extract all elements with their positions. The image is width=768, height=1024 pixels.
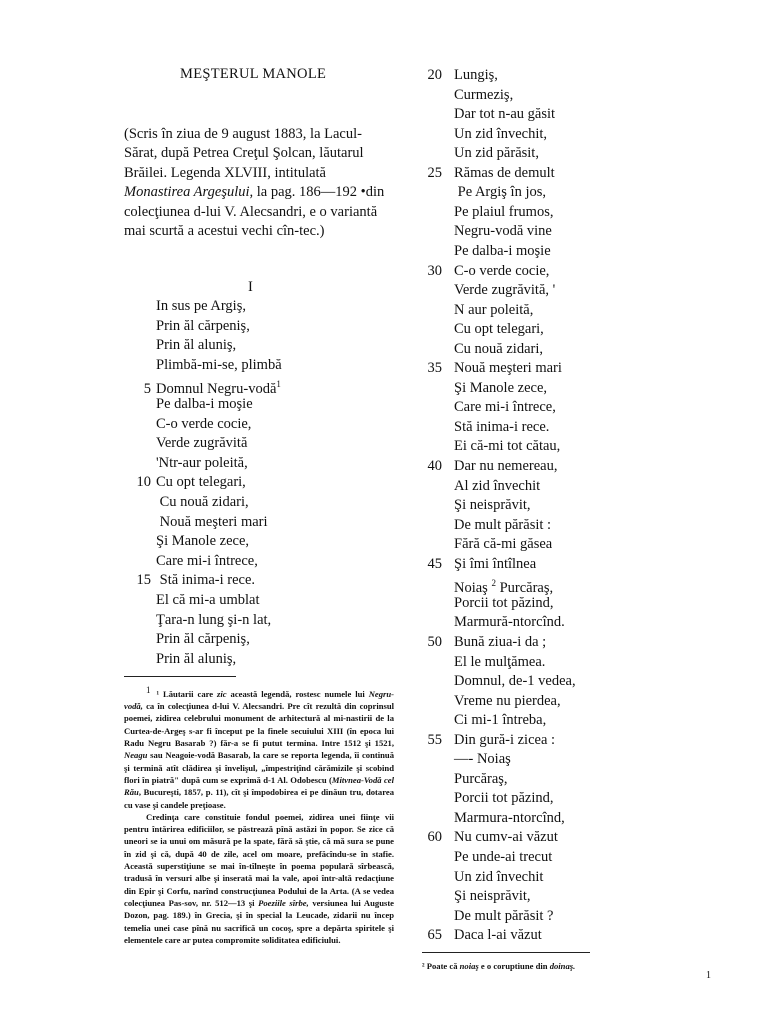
line-number: 15 xyxy=(136,572,151,589)
line-text: Un zid învechit xyxy=(454,868,544,885)
line-text: Un zid părăsit, xyxy=(454,145,539,162)
line-number: 40 xyxy=(427,458,442,474)
line-text: Şi Manole zece, xyxy=(454,379,548,396)
poem-line xyxy=(424,692,561,711)
line-text: De mult părăsit ? xyxy=(454,907,554,924)
line-text: El le mulţămea. xyxy=(454,653,546,670)
poem-line xyxy=(424,144,539,163)
footnote-text: ² Poate că xyxy=(422,961,460,971)
line-text: Ci mi-1 întreba, xyxy=(454,712,547,729)
poem-line xyxy=(424,828,558,847)
poem-line xyxy=(424,868,543,887)
line-text: Marmură-ntorcînd. xyxy=(454,614,565,631)
line-text: In sus pe Argiş, xyxy=(156,298,246,314)
line-text: Pe unde-ai trecut xyxy=(454,849,553,865)
footnote-text: sau Neagoie-vodă Basarab, la care se reporta legenda, îi continuă şi termină atît clădirea şi învelişul, „împestriţînd cărămizile şi scobind flori în piatră" după cum se exprimă d-1 Al. Odobescu ( xyxy=(124,750,394,785)
line-text: Marmura-ntorcînd, xyxy=(454,809,565,826)
line-text: Nu cumv-ai văzut xyxy=(454,829,558,846)
footnote-2 xyxy=(422,961,575,971)
footnote-1-mark: 1 xyxy=(146,685,151,695)
line-text: Vreme nu pierdea, xyxy=(454,692,561,709)
poem-line xyxy=(424,731,555,750)
poem-line xyxy=(424,926,542,945)
line-number: 35 xyxy=(427,360,442,377)
footnote-text: ca în colecţiunea d-lui V. Alecsandri. Pre cît rezultă din coprinsul poemei, zidirea celebrului monument de arhitectură al mi-nastirii de la Curtea-de-Argeş s-ar fi început pe la finele secuiului XIII (în epoca lui Radu Negru Basarab ?) făr-a se fi putut termina. Intre 1512 şi 1521, xyxy=(124,701,394,749)
line-text: De mult părăsit : xyxy=(454,516,552,533)
line-text: Daca l-ai văzut xyxy=(454,927,542,944)
line-text: Şi neisprăvit, xyxy=(454,497,531,514)
line-text: Al zid învechit xyxy=(454,477,541,494)
line-text: Cu nouă zidari, xyxy=(454,340,543,357)
poem-line xyxy=(424,164,555,183)
footnote-text: versiunea lui Auguste Dozon, pag. 189.) în Grecia, şi în special la Leucade, zidarii nu încep temelia unei case pînă nu sacrifică un cocoş, spre a depărta spiritele şi elementele care ar putea compromite soliditatea edificiului. xyxy=(124,897,394,945)
footnote-1 xyxy=(124,684,394,946)
footnote-text: Poeziile sîrbe, xyxy=(258,897,309,908)
poem-line xyxy=(126,513,268,532)
line-text: Pe dalba-i moşie xyxy=(156,396,253,412)
poem-line xyxy=(424,535,552,554)
poem-line xyxy=(424,594,553,613)
line-text: Purcăraş, xyxy=(495,580,554,597)
footnote-text: Negru-vodă, xyxy=(124,688,395,712)
line-text: Cu opt telegari, xyxy=(454,321,544,338)
intro-italic-title: Monastirea Argeşului, xyxy=(124,184,254,201)
poem-line xyxy=(126,317,250,336)
poem-line xyxy=(424,281,555,300)
intro-paragraph xyxy=(124,125,394,241)
footnote-text: e o coruptiune din xyxy=(478,961,550,971)
poem-line xyxy=(126,454,248,473)
footnote-1-paragraph-1 xyxy=(124,684,394,811)
footnote-text: această legendă, rostesc numele lui xyxy=(226,688,369,699)
line-text: Lungiş, xyxy=(454,67,498,83)
line-text: Noiaş xyxy=(454,580,492,597)
line-text: Nouă meşteri mari xyxy=(454,360,562,377)
poem-line xyxy=(126,532,249,551)
poem-line xyxy=(424,770,508,789)
footnote-text: noiaş xyxy=(459,961,479,971)
footnote-rule-left xyxy=(124,676,236,677)
poem-line xyxy=(126,395,253,414)
footnote-text: Mitvnea-Vodă cel Rău xyxy=(124,774,394,798)
poem-line xyxy=(424,848,552,867)
footnote-rule-right xyxy=(422,952,590,953)
poem-line xyxy=(424,418,549,437)
poem-line xyxy=(424,398,556,417)
poem-line xyxy=(126,493,249,512)
poem-line xyxy=(424,457,557,476)
poem-line xyxy=(424,750,511,769)
poem-line xyxy=(126,650,236,669)
line-text: N aur poleită, xyxy=(454,301,534,318)
line-text: Stă inima-i rece. xyxy=(454,418,550,435)
poem-line xyxy=(424,66,498,85)
line-number: 30 xyxy=(427,262,442,279)
line-number: 20 xyxy=(427,67,442,83)
poem-line xyxy=(126,375,281,398)
intro-text-1: (Scris în ziua de 9 august 1883, la Lacul-Sărat, după Petrea Creţul Şolcan, lăutarul Brăilei. Legenda XLVIII, intitulată xyxy=(124,126,364,181)
line-text: Cu opt telegari, xyxy=(156,474,246,491)
line-text: —- Noiaş xyxy=(454,751,511,768)
line-text: Ei că-mi tot cătau, xyxy=(454,438,561,455)
line-number: 10 xyxy=(136,474,151,491)
poem-line xyxy=(424,672,576,691)
poem-line xyxy=(424,789,553,808)
poem-line xyxy=(424,340,543,359)
line-number: 25 xyxy=(427,164,442,181)
line-number: 45 xyxy=(427,555,442,572)
line-text: El că mi-a umblat xyxy=(156,592,260,608)
line-text: Un zid învechit, xyxy=(454,125,548,142)
line-text: C-o verde cocie, xyxy=(156,415,252,432)
line-text: Pe dalba-i moşie xyxy=(454,242,551,259)
poem-line xyxy=(424,183,546,202)
poem-line xyxy=(126,297,246,316)
poem-line xyxy=(424,477,540,496)
poem-line xyxy=(424,301,533,320)
footnote-text: zic xyxy=(217,688,227,699)
line-text: Prin ăl aluniş, xyxy=(156,337,237,354)
line-text: Stă inima-i rece. xyxy=(156,572,256,589)
line-text: Verde zugrăvită xyxy=(156,435,248,452)
footnote-text: ¹ Lăutarii care xyxy=(156,688,218,699)
poem-line xyxy=(424,105,555,124)
line-text: Nouă meşteri mari xyxy=(156,513,268,530)
line-text: Domnul Negru-vodă xyxy=(156,381,277,398)
line-text: C-o verde cocie, xyxy=(454,262,550,279)
line-text: Plimbă-mi-se, plimbă xyxy=(156,356,282,373)
poem-line xyxy=(424,379,547,398)
poem-line xyxy=(424,574,554,597)
poem-line xyxy=(424,222,552,241)
line-text: Purcăraş, xyxy=(454,770,508,787)
line-text: Cu nouă zidari, xyxy=(156,494,249,510)
line-text: Prin ăl aluniş, xyxy=(156,650,237,667)
poem-line xyxy=(424,711,546,730)
page-number: 1 xyxy=(706,970,711,981)
line-text: Ţara-n lung şi-n lat, xyxy=(156,611,272,628)
intro-text-2: la pag. 186—192 •din colecţiunea d-lui V. Alecsandri, e o variantă mai scurtă a acestui vechi cîn-tec.) xyxy=(124,184,385,240)
poem-line xyxy=(126,473,246,492)
section-numeral: I xyxy=(248,279,253,295)
line-text: Dar nu nemereau, xyxy=(454,458,558,474)
line-text: Bună ziua-i da ; xyxy=(454,633,547,650)
poem-line xyxy=(424,613,565,632)
poem-line xyxy=(126,611,271,630)
line-text: Care mi-i întrece, xyxy=(454,399,556,416)
footnote-marker: 2 xyxy=(491,578,496,589)
line-text: Rămas de demult xyxy=(454,164,555,181)
poem-line xyxy=(424,125,547,144)
line-text: Dar tot n-au găsit xyxy=(454,106,556,123)
poem-line xyxy=(126,356,282,375)
poem-line xyxy=(424,809,565,828)
line-number: 65 xyxy=(427,927,442,944)
poem-line xyxy=(126,630,250,649)
line-text: Fără că-mi găsea xyxy=(454,536,553,553)
footnote-1-paragraph-2 xyxy=(124,811,394,946)
line-text: 'Ntr-aur poleită, xyxy=(156,454,248,471)
line-text: Curmeziş, xyxy=(454,86,514,103)
poem-line xyxy=(126,552,258,571)
line-text: Porcii tot păzind, xyxy=(454,594,554,611)
poem-line xyxy=(126,336,236,355)
poem-line xyxy=(126,415,251,434)
poem-line xyxy=(424,653,545,672)
line-text: Prin ăl cărpeniş, xyxy=(156,317,250,334)
poem-line xyxy=(424,887,531,906)
line-number: 50 xyxy=(427,633,442,650)
poem-line xyxy=(424,86,513,105)
footnote-text: doinaş. xyxy=(549,961,576,971)
poem-line xyxy=(126,434,247,453)
line-number: 5 xyxy=(143,381,151,398)
poem-line xyxy=(424,516,551,535)
poem-line xyxy=(424,907,553,926)
line-text: Şi îmi întîlnea xyxy=(454,555,537,572)
line-text: Pe plaiul frumos, xyxy=(454,203,554,220)
line-text: Care mi-i întrece, xyxy=(156,552,258,569)
line-text: Pe Argiş în jos, xyxy=(454,184,546,201)
footnote-text: Credinţa care constituie fondul poemei, zidirea unei fiinţe vii pentru întărirea edificiilor, se păstrează pînă astăzi în popor. Se zice că uneori se ia unui om măsură pe la spate, fără să ştie, că mă sura se pune în zid şi că, după 40 de zile, acel om moare, prefăcîndu-se în stafie. Această superstiţiune se mai în-tîlneşte în poema populară sîrbească, tradusă în versuri albe şi inserată mai la vale, apoi într-altă redacţiune din Epir şi Corfu, narînd construcţiunea Podului de la Arta. (A se vedea colecţiunea Pas-sov, nr. 512—13 şi xyxy=(124,811,394,908)
poem-line xyxy=(424,437,560,456)
line-number: 60 xyxy=(427,829,442,846)
poem-line xyxy=(126,571,255,590)
poem-line xyxy=(424,633,546,652)
poem-line xyxy=(424,359,562,378)
line-text: Din gură-i zicea : xyxy=(454,731,556,748)
footnote-text: , Bucureşti, 1857, p. 11), cît şi împodobirea ei pe dinăun tru, dotarea cu vase şi candele preţioase. xyxy=(124,787,394,810)
poem-line xyxy=(424,555,536,574)
footnote-marker: 1 xyxy=(276,379,281,390)
line-text: Negru-vodă vine xyxy=(454,223,552,240)
line-text: Domnul, de-1 vedea, xyxy=(454,673,576,690)
line-number: 55 xyxy=(427,731,442,748)
poem-line xyxy=(424,320,544,339)
line-text: Şi Manole zece, xyxy=(156,533,250,550)
line-text: Porcii tot păzind, xyxy=(454,790,554,807)
poem-line xyxy=(424,203,553,222)
poem-line xyxy=(126,591,259,610)
footnote-text: Neagu xyxy=(124,750,148,761)
poem-line xyxy=(424,262,549,281)
line-text: Şi neisprăvit, xyxy=(454,888,531,905)
poem-line xyxy=(424,496,531,515)
poem-line xyxy=(424,242,551,261)
line-text: Prin ăl cărpeniş, xyxy=(156,631,250,648)
line-text: Verde zugrăvită, ' xyxy=(454,282,556,299)
poem-title: MEŞTERUL MANOLE xyxy=(180,66,327,82)
